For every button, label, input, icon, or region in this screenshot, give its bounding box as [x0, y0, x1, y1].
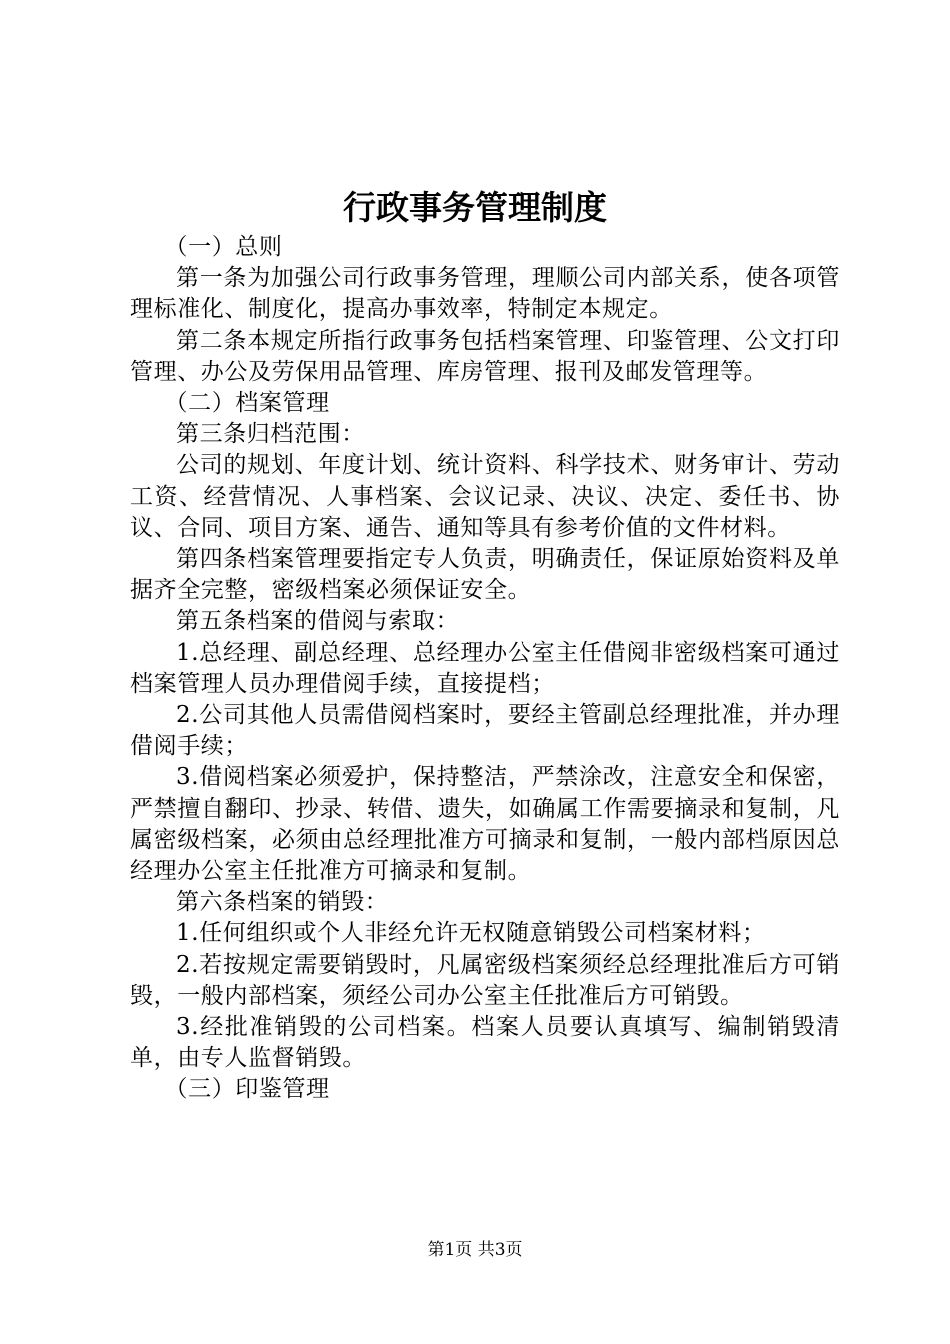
paragraph: 3.经批准销毁的公司档案。档案人员要认真填写、编制销毁清单，由专人监督销毁。 [130, 1014, 840, 1072]
section-heading: （一）总则 [164, 234, 283, 260]
paragraph: 第五条档案的借阅与索取： [176, 608, 460, 635]
paragraph: 1.总经理、副总经理、总经理办公室主任借阅非密级档案可通过档案管理人员办理借阅手续，直接提档； [130, 639, 840, 697]
document-body [130, 232, 840, 1106]
paragraph: 第三条归档范围： [176, 421, 365, 448]
section-heading: （二）档案管理 [164, 390, 330, 417]
paragraph: 第四条档案管理要指定专人负责，明确责任，保证原始资料及单据齐全完整，密级档案必须保证安全。 [130, 546, 840, 604]
paragraph: 第一条为加强公司行政事务管理，理顺公司内部关系，使各项管理标准化、制度化，提高办事效率，特制定本规定。 [130, 265, 840, 323]
paragraph: 2.公司其他人员需借阅档案时，要经主管副总经理批准，并办理借阅手续； [130, 702, 840, 760]
paragraph: 2.若按规定需要销毁时，凡属密级档案须经总经理批准后方可销毁，一般内部档案，须经公司办公室主任批准后方可销毁。 [130, 951, 840, 1009]
paragraph: 第二条本规定所指行政事务包括档案管理、印鉴管理、公文打印管理、办公及劳保用品管理、库房管理、报刊及邮发管理等。 [130, 327, 840, 385]
section-heading: （三）印鉴管理 [164, 1076, 330, 1103]
paragraph: 第六条档案的销毁： [176, 889, 389, 916]
paragraph: 公司的规划、年度计划、统计资料、科学技术、财务审计、劳动工资、经营情况、人事档案、会议记录、决议、决定、委任书、协议、合同、项目方案、通告、通知等具有参考价值的文件材料。 [130, 452, 840, 541]
document-title: 行政事务管理制度 [343, 188, 607, 227]
page-footer: 第1页 共3页 [427, 1240, 523, 1260]
paragraph: 3.借阅档案必须爱护，保持整洁，严禁涂改，注意安全和保密，严禁擅自翻印、抄录、转借、遗失，如确属工作需要摘录和复制，凡属密级档案，必须由总经理批准方可摘录和复制，一般内部档原因总经理办公室主任批准方可摘录和复制。 [130, 764, 840, 885]
paragraph: 1.任何组织或个人非经允许无权随意销毁公司档案材料； [176, 920, 766, 947]
